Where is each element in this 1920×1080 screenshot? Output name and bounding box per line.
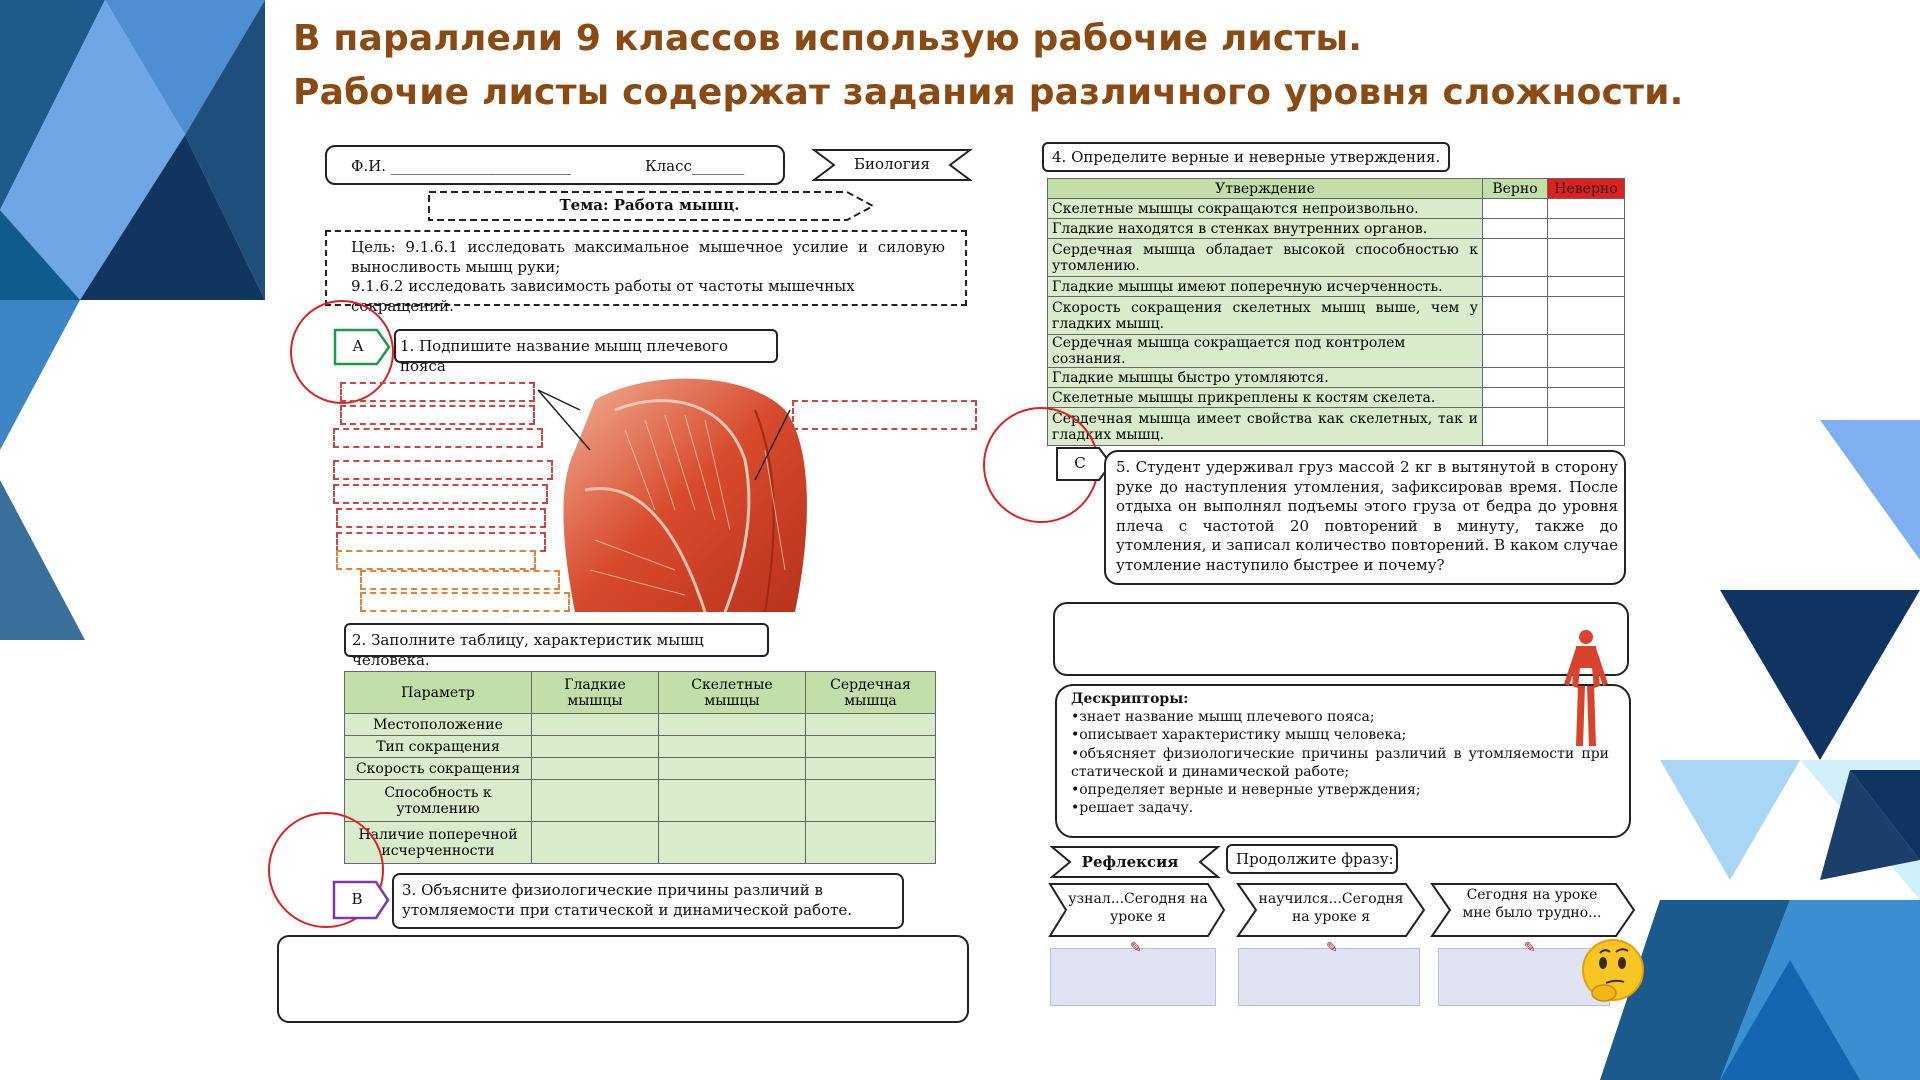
muscle-label-blank-7[interactable]	[336, 532, 546, 552]
muscle-label-blank-1[interactable]	[340, 382, 535, 402]
reflection-answer-2[interactable]	[1238, 948, 1420, 1006]
table2-header-skeletal: Скелетные мышцы	[659, 672, 806, 714]
task-5-box	[1104, 450, 1626, 585]
topic-label: Тема: Работа мышц.	[559, 196, 740, 214]
slide-title-line-2: Рабочие листы содержат задания различного уровня сложности.	[293, 72, 1684, 113]
slide-title-line-1: В параллели 9 классов использую рабочие листы.	[293, 18, 1363, 59]
descriptor-item: •решает задачу.	[1071, 800, 1194, 817]
table2-header-cardiac: Сердечная мышца	[806, 672, 936, 714]
muscle-label-blank-8[interactable]	[336, 550, 536, 570]
tf-statement: Сердечная мышца имеет свойства как скелетных, так и гладких мышц.	[1048, 408, 1483, 446]
descriptor-item: •объясняет физиологические причины различий в утомляемости при статической и динамической работе;	[1071, 745, 1609, 780]
table2-header-smooth: Гладкие мышцы	[532, 672, 659, 714]
table2-cell[interactable]	[659, 714, 806, 736]
tf-statement: Сердечная мышца обладает высокой способностью к утомлению.	[1048, 239, 1483, 277]
tf-true-cell[interactable]	[1483, 368, 1548, 388]
tf-false-cell[interactable]	[1548, 368, 1625, 388]
tf-true-cell[interactable]	[1483, 408, 1548, 446]
pin-icon: ✎	[1130, 940, 1142, 956]
muscle-label-blank-9[interactable]	[360, 570, 560, 590]
table2-cell[interactable]	[806, 758, 936, 780]
true-false-table	[1047, 178, 1625, 446]
task-3-box	[392, 873, 904, 929]
name-class-box	[325, 145, 785, 185]
tf-statement: Сердечная мышца сокращается под контролем сознания.	[1048, 335, 1483, 368]
table2-cell[interactable]	[532, 714, 659, 736]
muscle-label-blank-4[interactable]	[333, 460, 553, 480]
level-b-label: В	[351, 890, 363, 908]
table2-row-label: Наличие поперечной исчерченности	[345, 822, 532, 864]
muscle-label-blank-10[interactable]	[360, 592, 570, 612]
tf-header-false: Неверно	[1548, 179, 1625, 199]
table2-cell[interactable]	[659, 780, 806, 822]
task-1-text: 1. Подпишите название мышц плечевого пояса	[400, 337, 728, 375]
reflection-prompt-box	[1226, 844, 1398, 874]
reflection-card-1-text: узнал...Сегодня на уроке я	[1068, 891, 1208, 926]
task-1-box	[394, 329, 778, 375]
tf-false-cell[interactable]	[1548, 277, 1625, 297]
reflection-label: Рефлексия	[1081, 853, 1179, 871]
reflection-prompt: Продолжите фразу:	[1236, 850, 1394, 868]
tf-statement: Гладкие мышцы имеют поперечную исчерченность.	[1048, 277, 1483, 297]
tf-true-cell[interactable]	[1483, 335, 1548, 368]
tf-statement: Скорость сокращения скелетных мышц выше, чем у гладких мышц.	[1048, 297, 1483, 335]
goal-box	[325, 230, 967, 315]
table2-cell[interactable]	[806, 714, 936, 736]
table2-cell[interactable]	[806, 736, 936, 758]
table2-cell[interactable]	[532, 758, 659, 780]
tf-statement: Гладкие мышцы быстро утомляются.	[1048, 368, 1483, 388]
table2-cell[interactable]	[532, 736, 659, 758]
class-label: Класс_______	[645, 157, 745, 175]
tf-false-cell[interactable]	[1548, 199, 1625, 219]
descriptor-item: •знает название мышц плечевого пояса;	[1071, 709, 1375, 726]
muscle-label-blank-3[interactable]	[333, 428, 543, 448]
tf-true-cell[interactable]	[1483, 297, 1548, 335]
subject-label: Биология	[854, 155, 930, 173]
human-muscle-figure-icon	[1554, 628, 1618, 750]
tf-statement: Скелетные мышцы сокращаются непроизвольно.	[1048, 199, 1483, 219]
muscle-label-blank-5[interactable]	[333, 484, 548, 504]
task-4-text: 4. Определите верные и неверные утверждения.	[1052, 148, 1441, 166]
tf-true-cell[interactable]	[1483, 219, 1548, 239]
pin-icon: ✎	[1326, 940, 1338, 956]
descriptor-item: •описывает характеристику мышц человека;	[1071, 727, 1407, 744]
tf-false-cell[interactable]	[1548, 297, 1625, 335]
table2-row-label: Способность к утомлению	[345, 780, 532, 822]
goal-line-1: Цель: 9.1.6.1 исследовать максимальное мышечное усилие и силовую выносливость мышц руки;	[351, 238, 945, 276]
reflection-card-2-text: научился...Сегодня на уроке я	[1258, 891, 1404, 926]
reflection-card-3-text: Сегодня на уроке мне было трудно...	[1462, 887, 1602, 922]
table2-row-label: Местоположение	[345, 714, 532, 736]
callout-lines	[530, 380, 810, 610]
muscle-label-blank-right[interactable]	[792, 400, 977, 430]
tf-true-cell[interactable]	[1483, 388, 1548, 408]
tf-false-cell[interactable]	[1548, 239, 1625, 277]
reflection-answer-1[interactable]	[1050, 948, 1216, 1006]
muscle-label-blank-2[interactable]	[340, 405, 535, 425]
tf-header-true: Верно	[1483, 179, 1548, 199]
tf-true-cell[interactable]	[1483, 239, 1548, 277]
tf-false-cell[interactable]	[1548, 219, 1625, 239]
muscle-label-blank-6[interactable]	[336, 508, 546, 528]
level-a-label: А	[352, 337, 364, 355]
tf-header-statement: Утверждение	[1048, 179, 1483, 199]
table2-cell[interactable]	[806, 822, 936, 864]
tf-false-cell[interactable]	[1548, 388, 1625, 408]
table2-cell[interactable]	[806, 780, 936, 822]
descriptors-box	[1055, 684, 1631, 838]
goal-line-2: 9.1.6.2 исследовать зависимость работы от частоты мышечных сокращений.	[351, 277, 855, 315]
task-3-answer-box[interactable]	[277, 935, 969, 1023]
task-2-text: 2. Заполните таблицу, характеристик мышц человека.	[352, 631, 704, 669]
tf-false-cell[interactable]	[1548, 408, 1625, 446]
muscle-characteristics-table	[344, 671, 936, 864]
tf-statement: Скелетные мышцы прикреплены к костям скелета.	[1048, 388, 1483, 408]
task-4-box	[1042, 142, 1450, 172]
table2-cell[interactable]	[659, 822, 806, 864]
table2-cell[interactable]	[532, 822, 659, 864]
fio-label: Ф.И. ________________________	[351, 157, 571, 175]
tf-true-cell[interactable]	[1483, 277, 1548, 297]
descriptors-title: Дескрипторы:	[1071, 691, 1189, 707]
task-2-box	[344, 623, 769, 669]
tf-true-cell[interactable]	[1483, 199, 1548, 219]
table2-cell[interactable]	[532, 780, 659, 822]
table2-cell[interactable]	[659, 758, 806, 780]
task-5-text: 5. Студент удерживал груз массой 2 кг в вытянутой в сторону руке до наступления утомления, зафиксировав время. После отдыха он выполнял подъемы этого груза от бедра до уровня плеча с частотой 20 повторений в минуту, также до утомления, и записал количество повторений. В каком случае утомление наступило быстрее и почему?	[1116, 458, 1618, 574]
pin-icon: ✎	[1524, 940, 1536, 956]
thinking-face-icon	[1578, 935, 1648, 1005]
table2-row-label: Тип сокращения	[345, 736, 532, 758]
descriptor-item: •определяет верные и неверные утверждения;	[1071, 781, 1421, 798]
tf-statement: Гладкие находятся в стенках внутренних органов.	[1048, 219, 1483, 239]
table2-cell[interactable]	[659, 736, 806, 758]
level-c-label: С	[1074, 454, 1086, 472]
task-3-text: 3. Объясните физиологические причины различий в утомляемости при статической и динамической работе.	[402, 881, 853, 919]
task-5-answer-box[interactable]	[1053, 602, 1629, 676]
table2-header-param: Параметр	[345, 672, 532, 714]
tf-false-cell[interactable]	[1548, 335, 1625, 368]
table2-row-label: Скорость сокращения	[345, 758, 532, 780]
